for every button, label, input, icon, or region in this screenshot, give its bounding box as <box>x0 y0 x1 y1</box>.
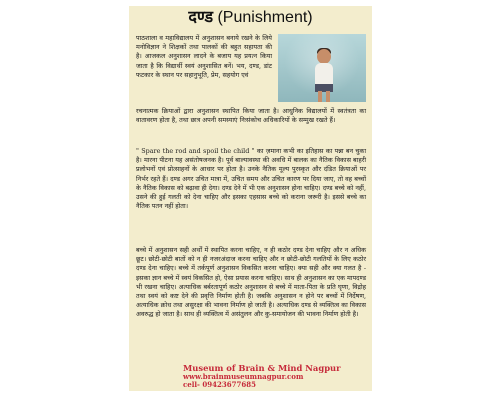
intro-paragraph-left: पाठशाला व महाविद्यालय में अनुशासन बनाये रखने के लिये मनोविज्ञान ने शिक्षकों तथा पालकों की बहुत सहायता की है। आजकल अनुशासन लादने के बजाय यह प्रयत्न किया जाता है कि विद्यार्थी स्वयं अनुशासित बनें। भय, दण्ड, डांट फटकार के स्थान पर सहानुभूति, प्रेम, सहयोग एवं <box>136 34 272 79</box>
child-head <box>317 49 331 64</box>
child-leg-right <box>326 91 330 102</box>
museum-website[interactable]: www.brainmuseumnagpur.com <box>183 371 304 381</box>
title-english: (Punishment) <box>217 9 313 26</box>
body-paragraph: बच्चे में अनुशासन सही अर्थों में स्थापित करना चाहिए, न ही कठोर दण्ड देना चाहिए और न अधिक छूट। छोटी-छोटी बातों को न ही नजरअंदाज करना चाहिए और न छोटी-छोटी गलतियों के लिए कठोर दण्ड देना चाहिए। बच्चे में तर्कपूर्ण अनुशासन विकसित करना चाहिए। क्या सही और क्या गलत है - इसका ज्ञान बच्चे में स्वयं विकसित हो, ऐसा प्रयास करना चाहिए। साथ ही अनुशासन का एक मापदण्ड भी रखना चाहिए। अत्याधिक बर्बरतापूर्ण कठोर अनुशासन से बच्चे में माता-पिता के प्रति घृणा, विद्रोह तथा स्वयं को कष्ट देने की प्रवृत्ति निर्माण होती है। जबकि अनुशासन न होने पर बच्चों में निर्देषण, अत्याधिक क्रोध तथा असुरक्षा की भावना निर्माण हो जाती है। अत्याधिक दण्ड से व्यक्तित्व का विकास अवरुद्ध हो जाता है। साथ ही व्यक्तित्व में असंतुलन और कु-समायोजन की भावना निर्माण होती है। <box>136 246 366 319</box>
intro-paragraph-continued: रचनात्मक क्रियाओं द्वारा अनुशासन स्थापित किया जाता है। आधुनिक विद्यालयों में स्वतंत्रता का वातावरण होता है, तथा छात्र अपनी समस्याएं निःसंकोच अधिकारियों के सम्मुख रखते हैं। <box>136 107 366 125</box>
child-leg-left <box>318 91 322 102</box>
museum-phone: cell- 09423677685 <box>183 380 256 389</box>
quote-paragraph: " Spare the rod and spoil the child " का ज़माना कभी का इतिहास का पन्ना बन चुका है। मारना पीटना यह असंतोषजनक है। पूर्व बाल्यावस्था की अवधि में बालक का नैतिक विकास बाहरी प्रलोभनों एवं प्रोत्साहनों के आधार पर होता है। उनके नैतिक मूल्य पुरस्कृत और दंडित क्रियाओं पर निर्भर रहते हैं। दण्ड अगर उचित मात्रा में, उचित समय और उचित कारण पर दिया जाए, तो वह बच्चों के नैतिक विकास को बढ़ावा ही देगा। दण्ड देने में भी एक अनुशासन होना चाहिए। दण्ड बच्चे को नहीं, उसने की हुई गलती को देना चाहिए और इसका एहसास बच्चे को कराना जरूरी है। इससे बच्चे का नैतिक पतन नहीं होता। <box>136 147 366 211</box>
title-hindi: दण्ड <box>188 9 214 26</box>
museum-footer <box>183 364 353 390</box>
child-photo <box>278 34 366 102</box>
article-title <box>129 8 372 28</box>
museum-name: Museum of Brain & Mind Nagpur <box>183 363 341 373</box>
article-card <box>129 6 372 391</box>
